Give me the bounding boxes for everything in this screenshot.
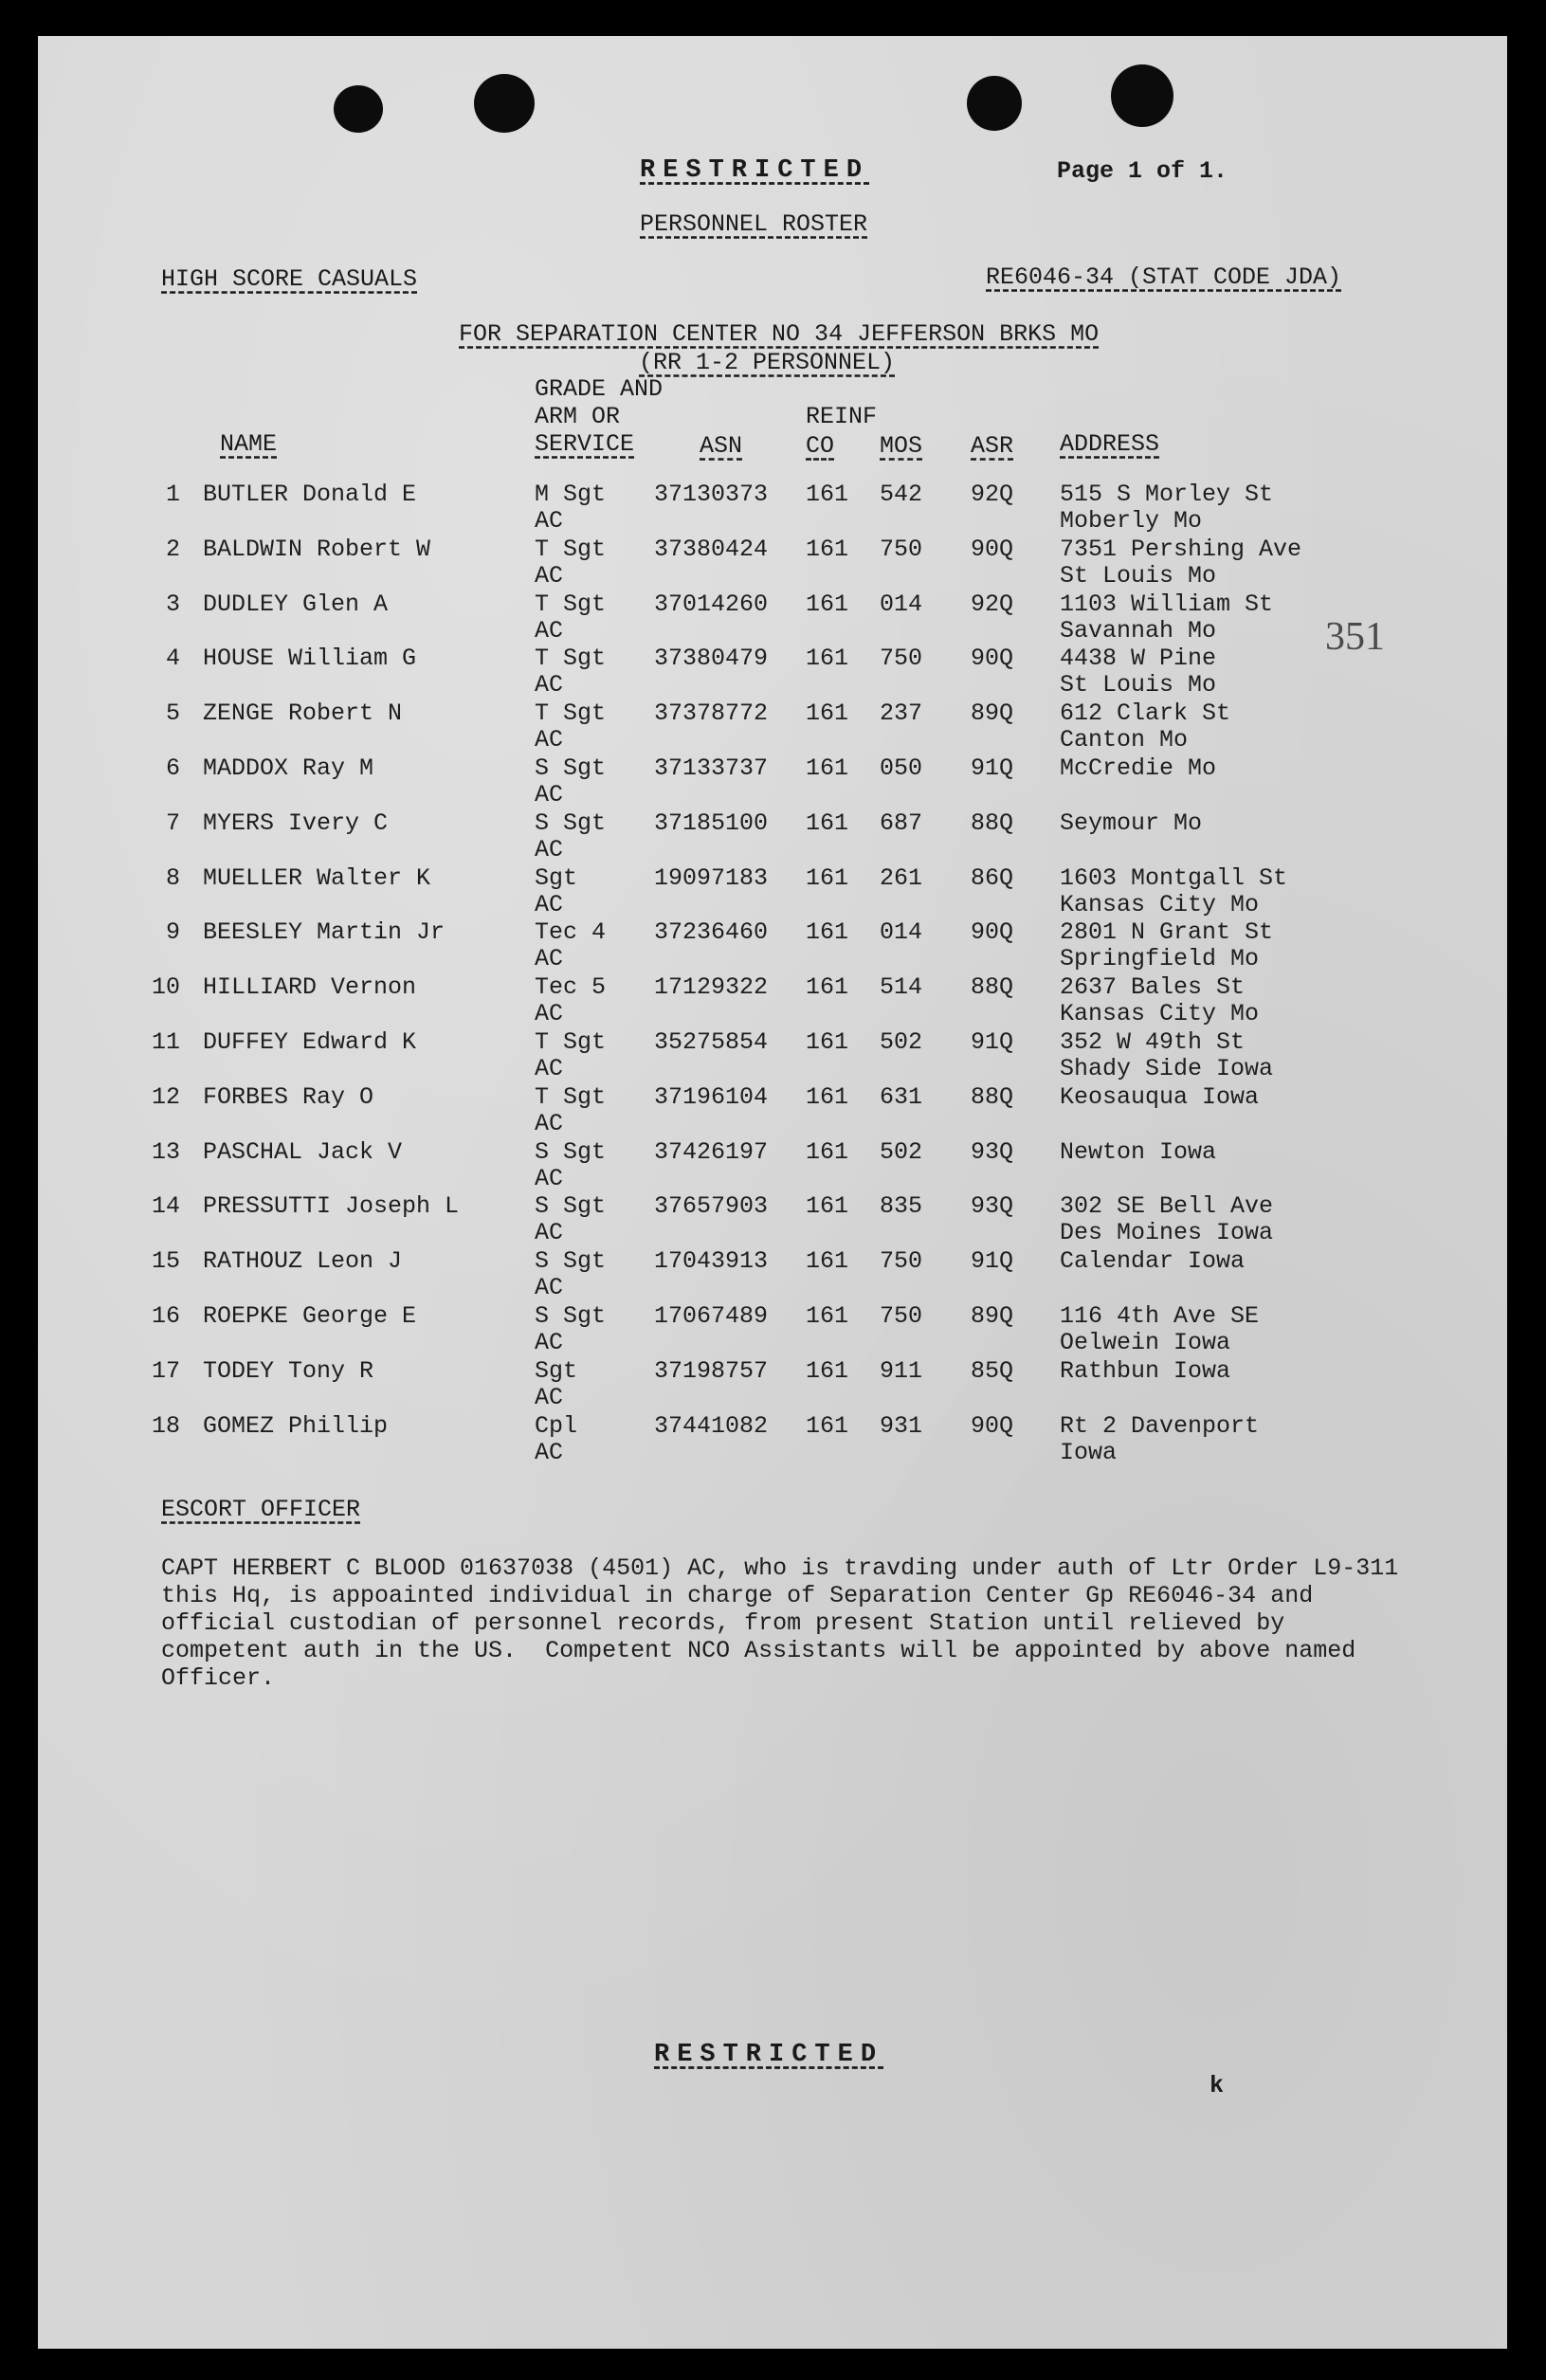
table-row [38, 810, 1507, 865]
col-co: CO [806, 432, 835, 460]
cell-grade: M Sgt [535, 481, 607, 508]
cell-grade: Tec 5 [535, 973, 607, 1002]
cell-addr2: Iowa [1060, 1438, 1118, 1466]
cell-num: 1 [165, 481, 180, 508]
cell-grade: S Sgt [535, 808, 607, 837]
cell-arm: AC [535, 835, 564, 863]
cell-grade: T Sgt [535, 535, 607, 563]
cell-asn: 37380424 [654, 535, 769, 563]
cell-mos: 502 [880, 1028, 923, 1056]
cell-name: GOMEZ Phillip [203, 1411, 389, 1440]
cell-num: 8 [165, 863, 180, 892]
cell-name: MYERS Ivery C [203, 808, 389, 837]
col-address: ADDRESS [1060, 430, 1160, 458]
cell-arm: AC [535, 616, 564, 645]
cell-name: DUDLEY Glen A [203, 590, 389, 618]
cell-asn: 37014260 [654, 590, 769, 618]
cell-grade: Cpl [535, 1411, 578, 1440]
cell-mos: 050 [880, 754, 923, 782]
table-row [38, 591, 1507, 646]
table-row [38, 1029, 1507, 1084]
col-grade-line1: GRADE AND [535, 375, 664, 403]
table-row [38, 1358, 1507, 1413]
cell-arm: AC [535, 726, 564, 754]
cell-num: 11 [151, 1028, 180, 1056]
cell-asn: 37198757 [654, 1356, 769, 1385]
cell-grade: T Sgt [535, 645, 607, 673]
cell-asr: 89Q [971, 1302, 1014, 1330]
cell-arm: AC [535, 1219, 564, 1247]
cell-name: PASCHAL Jack V [203, 1137, 403, 1166]
cell-grade: S Sgt [535, 1247, 607, 1276]
cell-co: 161 [806, 481, 849, 508]
cell-asn: 37441082 [654, 1411, 769, 1440]
subtitle-line: (RR 1-2 PERSONNEL) [639, 349, 896, 376]
cell-asn: 37236460 [654, 918, 769, 947]
cell-name: PRESSUTTI Joseph L [203, 1192, 460, 1221]
cell-grade: S Sgt [535, 1192, 607, 1221]
table-row [38, 536, 1507, 591]
cell-addr1: Rathbun Iowa [1060, 1356, 1231, 1385]
cell-arm: AC [535, 1109, 564, 1137]
cell-co: 161 [806, 1411, 849, 1440]
cell-addr1: Rt 2 Davenport [1060, 1411, 1260, 1440]
cell-asn: 17067489 [654, 1302, 769, 1330]
cell-asr: 93Q [971, 1137, 1014, 1166]
cell-asr: 90Q [971, 645, 1014, 673]
cell-asn: 37130373 [654, 481, 769, 508]
punch-hole-right-1 [967, 76, 1022, 131]
cell-co: 161 [806, 1192, 849, 1221]
cell-grade: S Sgt [535, 1302, 607, 1330]
cell-grade: Sgt [535, 1356, 578, 1385]
cell-addr1: Keosauqua Iowa [1060, 1082, 1260, 1111]
cell-asn: 35275854 [654, 1028, 769, 1056]
cell-asr: 92Q [971, 481, 1014, 508]
cell-arm: AC [535, 1383, 564, 1411]
table-row [38, 645, 1507, 700]
cell-asr: 91Q [971, 754, 1014, 782]
cell-addr1: 1103 William St [1060, 590, 1274, 618]
cell-asr: 93Q [971, 1192, 1014, 1221]
cell-mos: 237 [880, 699, 923, 728]
escort-heading: ESCORT OFFICER [161, 1496, 361, 1523]
cell-co: 161 [806, 590, 849, 618]
cell-num: 5 [165, 699, 180, 728]
group-name: HIGH SCORE CASUALS [161, 265, 418, 293]
cell-mos: 931 [880, 1411, 923, 1440]
table-row [38, 1303, 1507, 1358]
cell-addr1: Newton Iowa [1060, 1137, 1217, 1166]
table-row [38, 1413, 1507, 1468]
cell-co: 161 [806, 918, 849, 947]
table-row [38, 1248, 1507, 1303]
cell-mos: 502 [880, 1137, 923, 1166]
cell-mos: 750 [880, 645, 923, 673]
table-row [38, 481, 1507, 536]
cell-arm: AC [535, 890, 564, 918]
cell-arm: AC [535, 671, 564, 699]
cell-arm: AC [535, 1164, 564, 1192]
cell-arm: AC [535, 1438, 564, 1466]
cell-num: 18 [151, 1411, 180, 1440]
cell-asr: 92Q [971, 590, 1014, 618]
col-asr: ASR [971, 432, 1014, 460]
cell-grade: Sgt [535, 863, 578, 892]
cell-addr1: Seymour Mo [1060, 808, 1203, 837]
cell-mos: 014 [880, 590, 923, 618]
cell-addr1: 1603 Montgall St [1060, 863, 1288, 892]
cell-mos: 014 [880, 918, 923, 947]
cell-asn: 37380479 [654, 645, 769, 673]
cell-asr: 88Q [971, 973, 1014, 1002]
cell-grade: T Sgt [535, 1082, 607, 1111]
cell-num: 6 [165, 754, 180, 782]
cell-num: 17 [151, 1356, 180, 1385]
cell-mos: 514 [880, 973, 923, 1002]
cell-addr2: Moberly Mo [1060, 507, 1203, 535]
punch-hole-left [334, 85, 383, 133]
cell-addr2: Oelwein Iowa [1060, 1329, 1231, 1356]
cell-co: 161 [806, 808, 849, 837]
cell-addr1: 302 SE Bell Ave [1060, 1192, 1274, 1221]
page-label: Page 1 of 1. [1057, 157, 1228, 185]
cell-addr1: 116 4th Ave SE [1060, 1302, 1260, 1330]
cell-mos: 750 [880, 1302, 923, 1330]
escort-paragraph: CAPT HERBERT C BLOOD 01637038 (4501) AC, who is travding under auth of Ltr Order L9-311 this Hq, is appoainted individual in charge of Separation Center Gp RE6046-34 and official custodian of personnel records, from present Station until relieved by competent auth in the US. Competent NCO Assistants will be appointed by above named Officer. [161, 1554, 1413, 1692]
cell-addr2: Savannah Mo [1060, 616, 1217, 645]
unit-code: RE6046-34 (STAT CODE JDA) [986, 263, 1342, 291]
cell-num: 13 [151, 1137, 180, 1166]
cell-grade: Tec 4 [535, 918, 607, 947]
cell-asr: 89Q [971, 699, 1014, 728]
col-mos: MOS [880, 432, 923, 460]
cell-num: 7 [165, 808, 180, 837]
cell-addr1: 612 Clark St [1060, 699, 1231, 728]
cell-name: BUTLER Donald E [203, 481, 417, 508]
cell-asr: 90Q [971, 918, 1014, 947]
cell-addr2: St Louis Mo [1060, 671, 1217, 699]
cell-asn: 17129322 [654, 973, 769, 1002]
table-row [38, 974, 1507, 1029]
cell-grade: S Sgt [535, 1137, 607, 1166]
cell-mos: 911 [880, 1356, 923, 1385]
cell-num: 9 [165, 918, 180, 947]
table-row [38, 919, 1507, 974]
cell-asn: 37133737 [654, 754, 769, 782]
cell-asn: 37185100 [654, 808, 769, 837]
table-row [38, 1084, 1507, 1139]
cell-co: 161 [806, 1302, 849, 1330]
cell-grade: S Sgt [535, 754, 607, 782]
cell-name: FORBES Ray O [203, 1082, 374, 1111]
cell-co: 161 [806, 699, 849, 728]
table-row [38, 1193, 1507, 1248]
cell-name: MUELLER Walter K [203, 863, 431, 892]
col-name: NAME [220, 430, 278, 458]
cell-mos: 750 [880, 1247, 923, 1276]
cell-addr2: St Louis Mo [1060, 561, 1217, 590]
cell-num: 2 [165, 535, 180, 563]
cell-co: 161 [806, 973, 849, 1002]
cell-name: TODEY Tony R [203, 1356, 374, 1385]
cell-addr2: Kansas City Mo [1060, 890, 1260, 918]
cell-asn: 19097183 [654, 863, 769, 892]
cell-asr: 88Q [971, 808, 1014, 837]
cell-name: DUFFEY Edward K [203, 1028, 417, 1056]
document-page [38, 36, 1507, 2349]
table-row [38, 700, 1507, 755]
cell-name: BALDWIN Robert W [203, 535, 431, 563]
cell-addr2: Shady Side Iowa [1060, 1055, 1274, 1082]
cell-addr1: 2801 N Grant St [1060, 918, 1274, 947]
cell-num: 10 [151, 973, 180, 1002]
col-asn: ASN [700, 432, 743, 460]
cell-num: 3 [165, 590, 180, 618]
cell-addr2: Springfield Mo [1060, 945, 1260, 973]
cell-asr: 91Q [971, 1028, 1014, 1056]
restricted-bottom: RESTRICTED [654, 2041, 884, 2069]
table-row [38, 755, 1507, 810]
cell-num: 4 [165, 645, 180, 673]
cell-addr2: Des Moines Iowa [1060, 1219, 1274, 1247]
cell-asr: 90Q [971, 535, 1014, 563]
cell-asn: 17043913 [654, 1247, 769, 1276]
cell-grade: T Sgt [535, 590, 607, 618]
cell-addr1: 7351 Pershing Ave [1060, 535, 1302, 563]
table-row [38, 865, 1507, 920]
cell-arm: AC [535, 1000, 564, 1028]
cell-mos: 687 [880, 808, 923, 837]
cell-addr2: Canton Mo [1060, 726, 1189, 754]
cell-name: ZENGE Robert N [203, 699, 403, 728]
col-reinf: REINF [806, 403, 878, 430]
punch-hole-right-2 [1111, 64, 1173, 127]
cell-mos: 631 [880, 1082, 923, 1111]
cell-arm: AC [535, 1274, 564, 1302]
cell-arm: AC [535, 507, 564, 535]
cell-name: ROEPKE George E [203, 1302, 417, 1330]
punch-hole-center [474, 74, 535, 133]
cell-arm: AC [535, 781, 564, 808]
cell-co: 161 [806, 1137, 849, 1166]
cell-co: 161 [806, 1356, 849, 1385]
cell-addr1: 352 W 49th St [1060, 1028, 1246, 1056]
stamp-number: 351 [1325, 615, 1385, 659]
cell-asn: 37426197 [654, 1137, 769, 1166]
cell-asr: 88Q [971, 1082, 1014, 1111]
cell-addr1: 515 S Morley St [1060, 481, 1274, 508]
cell-name: HOUSE William G [203, 645, 417, 673]
cell-addr1: Calendar Iowa [1060, 1247, 1246, 1276]
cell-num: 12 [151, 1082, 180, 1111]
cell-mos: 750 [880, 535, 923, 563]
cell-grade: T Sgt [535, 699, 607, 728]
restricted-top: RESTRICTED [640, 156, 870, 185]
cell-addr1: McCredie Mo [1060, 754, 1217, 782]
cell-addr1: 4438 W Pine [1060, 645, 1217, 673]
cell-name: MADDOX Ray M [203, 754, 374, 782]
cell-asr: 90Q [971, 1411, 1014, 1440]
cell-arm: AC [535, 1329, 564, 1356]
cell-co: 161 [806, 754, 849, 782]
cell-asr: 91Q [971, 1247, 1014, 1276]
cell-name: HILLIARD Vernon [203, 973, 417, 1002]
cell-asn: 37378772 [654, 699, 769, 728]
col-grade-line3: SERVICE [535, 430, 635, 458]
cell-asr: 86Q [971, 863, 1014, 892]
cell-grade: T Sgt [535, 1028, 607, 1056]
cell-num: 16 [151, 1302, 180, 1330]
cell-co: 161 [806, 1247, 849, 1276]
cell-addr1: 2637 Bales St [1060, 973, 1246, 1002]
cell-arm: AC [535, 945, 564, 973]
cell-co: 161 [806, 1028, 849, 1056]
cell-name: BEESLEY Martin Jr [203, 918, 446, 947]
cell-addr2: Kansas City Mo [1060, 1000, 1260, 1028]
cell-arm: AC [535, 561, 564, 590]
col-grade-line2: ARM OR [535, 403, 621, 430]
cell-num: 15 [151, 1247, 180, 1276]
cell-num: 14 [151, 1192, 180, 1221]
table-row [38, 1139, 1507, 1194]
cell-co: 161 [806, 1082, 849, 1111]
cell-mos: 261 [880, 863, 923, 892]
roster-title: PERSONNEL ROSTER [640, 210, 868, 238]
cell-co: 161 [806, 863, 849, 892]
cell-asr: 85Q [971, 1356, 1014, 1385]
typist-initial: k [1210, 2072, 1225, 2099]
destination-line: FOR SEPARATION CENTER NO 34 JEFFERSON BRKS MO [459, 320, 1100, 348]
cell-arm: AC [535, 1055, 564, 1082]
cell-mos: 542 [880, 481, 923, 508]
cell-asn: 37196104 [654, 1082, 769, 1111]
cell-co: 161 [806, 645, 849, 673]
cell-mos: 835 [880, 1192, 923, 1221]
cell-co: 161 [806, 535, 849, 563]
cell-asn: 37657903 [654, 1192, 769, 1221]
cell-name: RATHOUZ Leon J [203, 1247, 403, 1276]
